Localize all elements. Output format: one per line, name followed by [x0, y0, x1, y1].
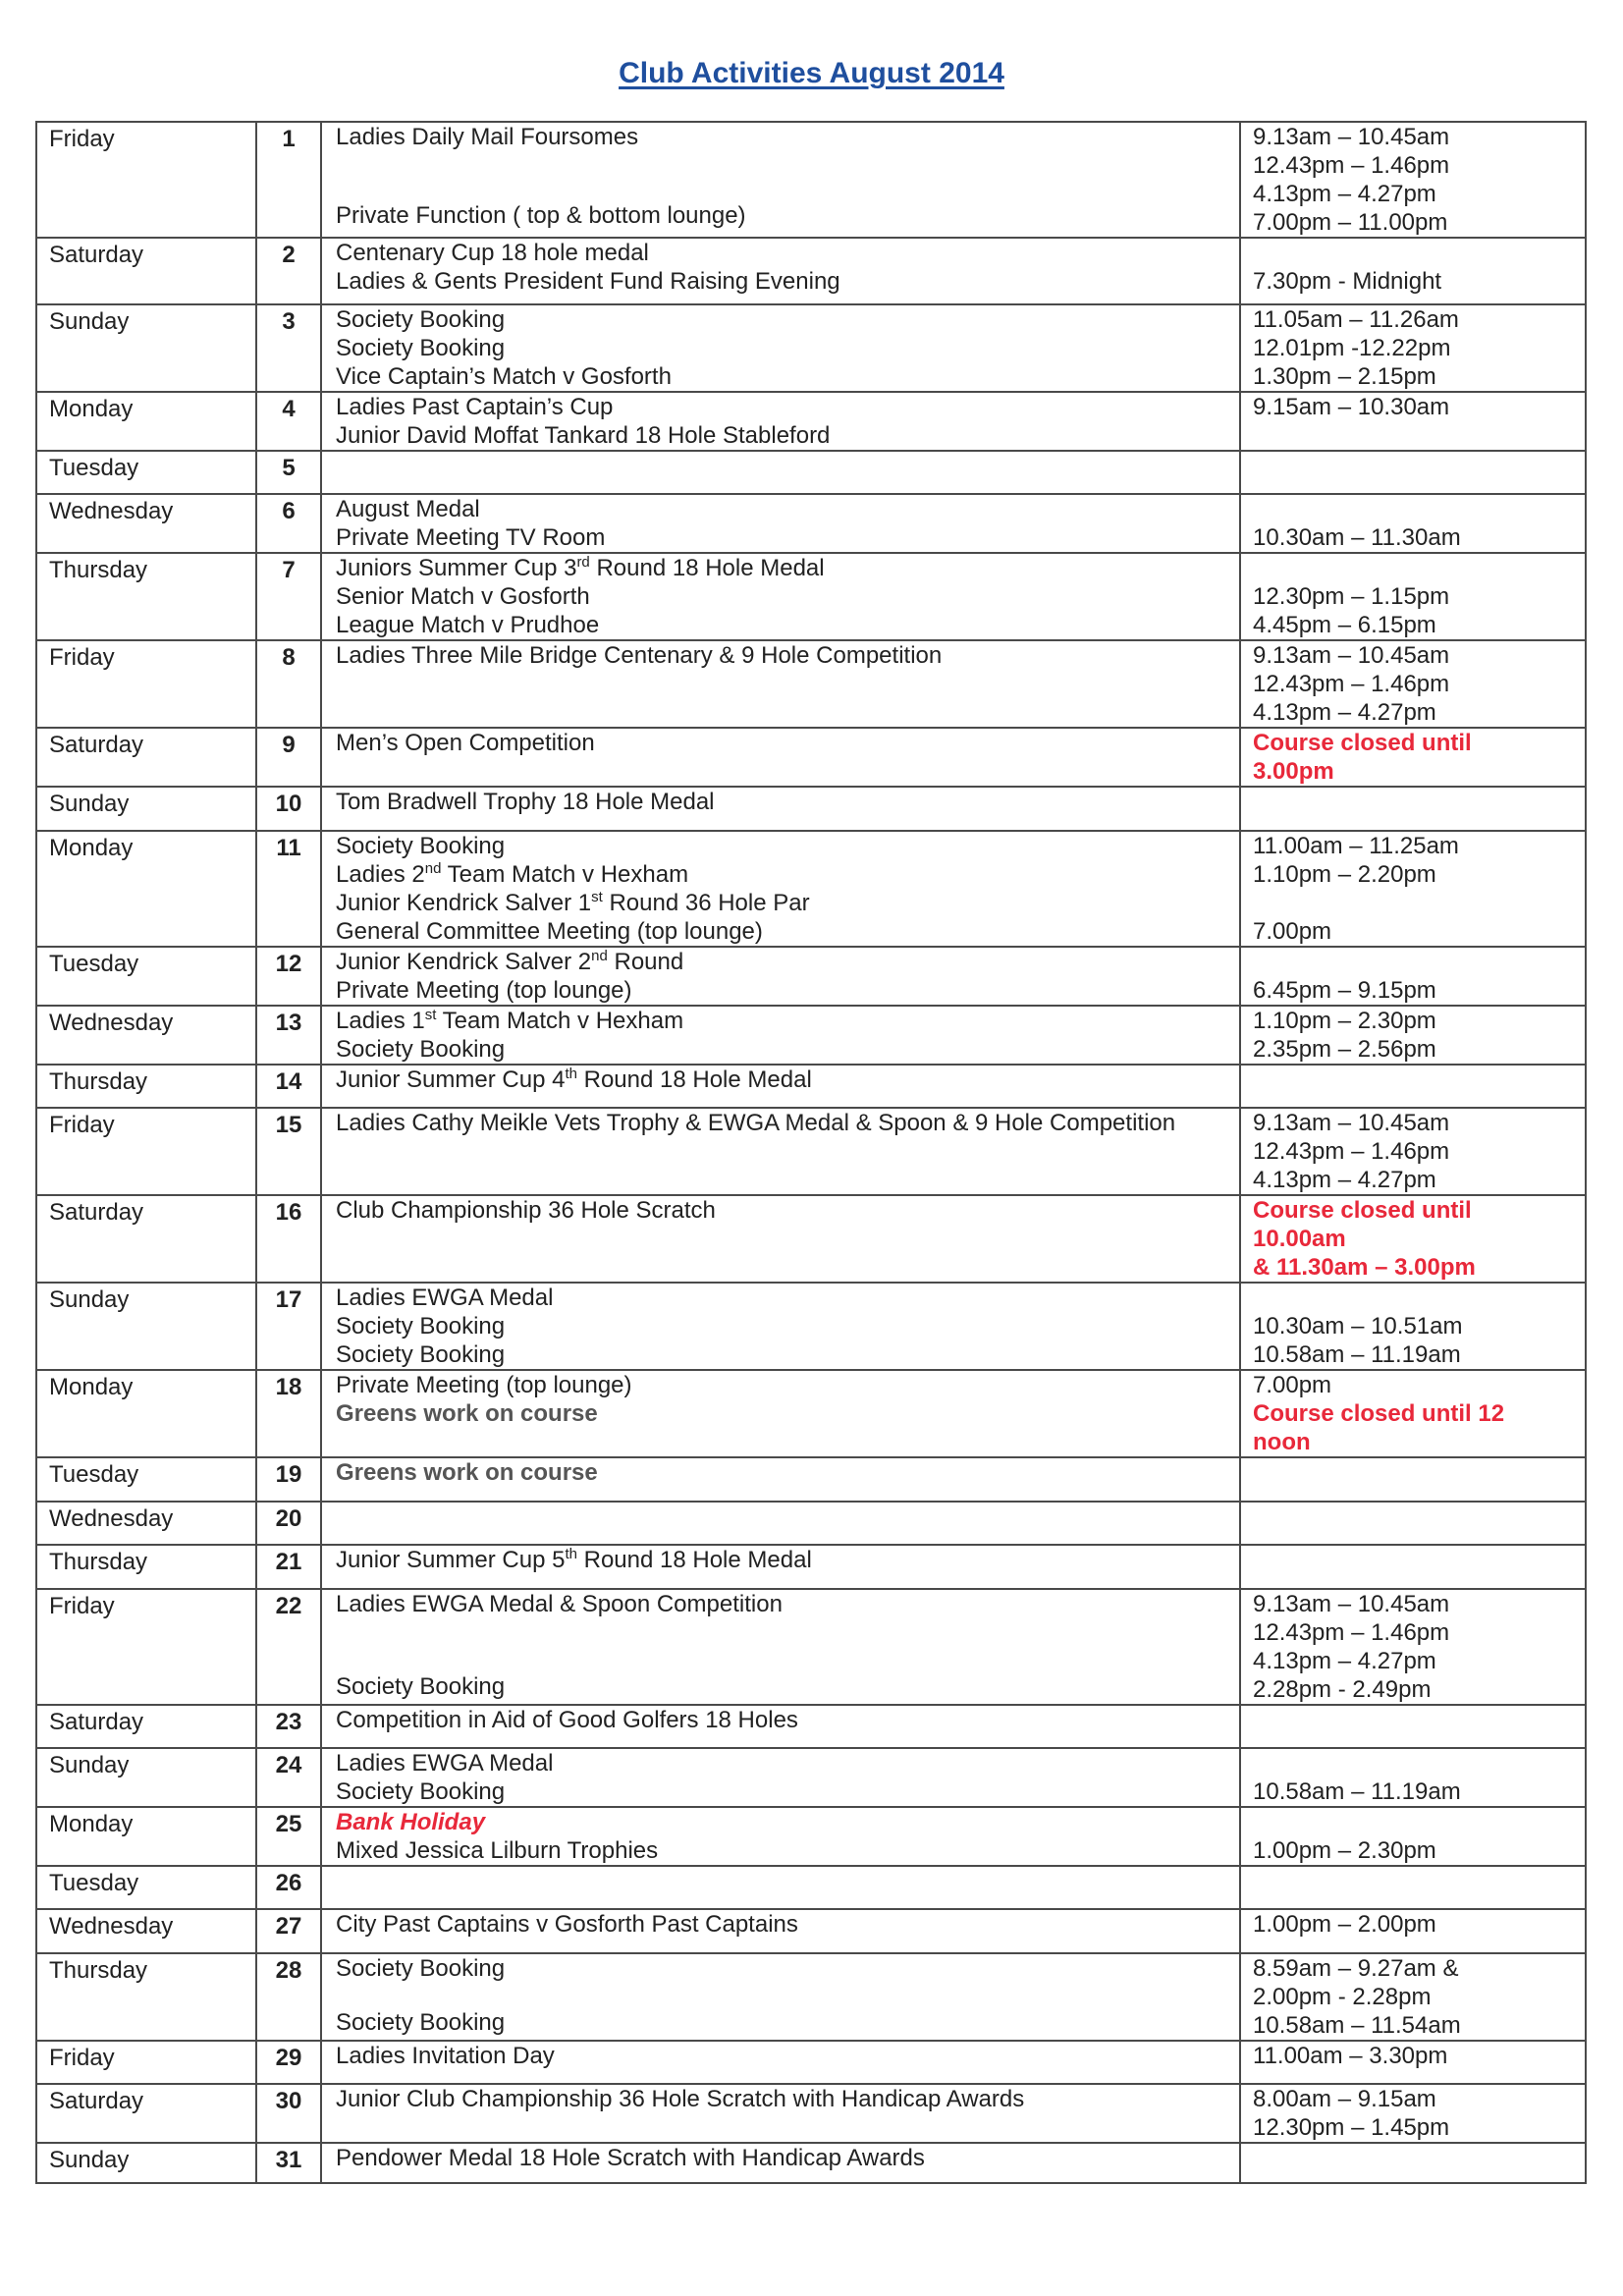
- activity-cell: [321, 2041, 1240, 2084]
- activity-line: Junior David Moffat Tankard 18 Hole Stableford: [336, 422, 831, 449]
- activity-cell: [321, 2143, 1240, 2183]
- activity-cell: [321, 728, 1240, 787]
- day-cell: Tuesday: [36, 947, 256, 1006]
- time-line: 9.13am – 10.45am: [1253, 124, 1450, 150]
- activity-line: Juniors Summer Cup 3rd Round 18 Hole Medal: [336, 554, 825, 581]
- activity-cell: [321, 1065, 1240, 1108]
- table-row: [36, 1705, 1586, 1748]
- activity-line: Bank Holiday: [336, 1809, 486, 1835]
- date-cell: 2: [256, 238, 321, 304]
- activity-line: Society Booking: [336, 1673, 506, 1700]
- time-line: [1253, 239, 1585, 267]
- activity-line: Junior Summer Cup 5th Round 18 Hole Medal: [336, 1546, 812, 1573]
- date-cell: 31: [256, 2143, 321, 2183]
- time-line: 7.00pm: [1253, 1372, 1332, 1398]
- table-row: [36, 451, 1586, 494]
- table-row: [36, 2084, 1586, 2143]
- activity-cell: [321, 392, 1240, 451]
- time-cell: [1240, 947, 1586, 1006]
- activity-line: August Medal: [336, 496, 480, 522]
- activity-cell: [321, 1006, 1240, 1065]
- date-cell: 4: [256, 392, 321, 451]
- activity-cell: [321, 2084, 1240, 2143]
- date-cell: 20: [256, 1502, 321, 1545]
- activity-line: General Committee Meeting (top lounge): [336, 918, 763, 945]
- table-row: [36, 2041, 1586, 2084]
- date-cell: 10: [256, 787, 321, 831]
- activity-line: Tom Bradwell Trophy 18 Hole Medal: [336, 789, 715, 815]
- activity-cell: [321, 1807, 1240, 1866]
- day-cell: Saturday: [36, 2084, 256, 2143]
- activity-line: Ladies Past Captain’s Cup: [336, 394, 614, 420]
- table-row: [36, 831, 1586, 947]
- time-cell: [1240, 1953, 1586, 2041]
- date-cell: 29: [256, 2041, 321, 2084]
- day-cell: Saturday: [36, 238, 256, 304]
- activity-cell: [321, 122, 1240, 238]
- time-line: 4.13pm – 4.27pm: [1253, 1648, 1436, 1674]
- time-cell: [1240, 122, 1586, 238]
- date-cell: 18: [256, 1370, 321, 1457]
- table-row: [36, 1953, 1586, 2041]
- activity-cell: [321, 1705, 1240, 1748]
- day-cell: Wednesday: [36, 1502, 256, 1545]
- time-line: 3.00pm: [1253, 758, 1334, 785]
- date-cell: 25: [256, 1807, 321, 1866]
- day-cell: Monday: [36, 831, 256, 947]
- activity-line: Competition in Aid of Good Golfers 18 Holes: [336, 1707, 798, 1733]
- time-cell: [1240, 728, 1586, 787]
- day-cell: Sunday: [36, 2143, 256, 2183]
- time-line: 1.00pm – 2.30pm: [1253, 1837, 1436, 1864]
- activity-line: Club Championship 36 Hole Scratch: [336, 1197, 716, 1224]
- activity-cell: [321, 1589, 1240, 1705]
- time-line: 12.30pm – 1.45pm: [1253, 2114, 1450, 2141]
- time-cell: [1240, 1748, 1586, 1807]
- table-row: [36, 1283, 1586, 1370]
- time-cell: [1240, 1866, 1586, 1909]
- table-row: [36, 787, 1586, 831]
- time-line: 2.35pm – 2.56pm: [1253, 1036, 1436, 1063]
- table-row: [36, 122, 1586, 238]
- day-cell: Friday: [36, 640, 256, 728]
- time-line: 12.01pm -12.22pm: [1253, 335, 1451, 361]
- time-cell: [1240, 1909, 1586, 1953]
- time-cell: [1240, 553, 1586, 640]
- time-line: 1.10pm – 2.30pm: [1253, 1008, 1436, 1034]
- time-line: 7.00pm: [1253, 918, 1332, 945]
- activity-line: Pendower Medal 18 Hole Scratch with Handicap Awards: [336, 2145, 925, 2171]
- activity-cell: [321, 947, 1240, 1006]
- table-row: [36, 304, 1586, 392]
- time-line: noon: [1253, 1429, 1311, 1455]
- time-line: 2.00pm - 2.28pm: [1253, 1984, 1432, 2010]
- activity-line: Society Booking: [336, 1036, 506, 1063]
- time-cell: [1240, 787, 1586, 831]
- activity-line: Ladies & Gents President Fund Raising Evening: [336, 268, 840, 295]
- activity-line: Private Meeting TV Room: [336, 524, 606, 551]
- time-line: 9.13am – 10.45am: [1253, 1591, 1450, 1617]
- day-cell: Wednesday: [36, 1909, 256, 1953]
- table-row: [36, 553, 1586, 640]
- time-cell: [1240, 1705, 1586, 1748]
- time-cell: [1240, 451, 1586, 494]
- day-cell: Thursday: [36, 1545, 256, 1589]
- time-line: 9.13am – 10.45am: [1253, 642, 1450, 669]
- activity-line: Ladies 2nd Team Match v Hexham: [336, 860, 689, 888]
- activity-cell: [321, 1748, 1240, 1807]
- table-row: [36, 1589, 1586, 1705]
- table-row: [36, 392, 1586, 451]
- day-cell: Friday: [36, 1108, 256, 1195]
- activity-line: Centenary Cup 18 hole medal: [336, 240, 649, 266]
- time-line: [1253, 1808, 1585, 1836]
- activity-line: Society Booking: [336, 1955, 506, 1982]
- activity-line: Society Booking: [336, 1313, 506, 1339]
- activity-cell: [321, 1909, 1240, 1953]
- date-cell: 21: [256, 1545, 321, 1589]
- day-cell: Thursday: [36, 1065, 256, 1108]
- time-line: & 11.30am – 3.00pm: [1253, 1254, 1476, 1281]
- activities-table-body: [36, 122, 1586, 2183]
- activity-cell: [321, 304, 1240, 392]
- day-cell: Monday: [36, 392, 256, 451]
- date-cell: 15: [256, 1108, 321, 1195]
- date-cell: 9: [256, 728, 321, 787]
- day-cell: Tuesday: [36, 1457, 256, 1502]
- time-line: 6.45pm – 9.15pm: [1253, 977, 1436, 1004]
- time-cell: [1240, 1195, 1586, 1283]
- table-row: [36, 1909, 1586, 1953]
- activities-table: [35, 121, 1587, 2184]
- time-line: 9.13am – 10.45am: [1253, 1110, 1450, 1136]
- activity-line: Vice Captain’s Match v Gosforth: [336, 363, 672, 390]
- activity-line: City Past Captains v Gosforth Past Captains: [336, 1911, 798, 1938]
- date-cell: 22: [256, 1589, 321, 1705]
- table-row: [36, 1545, 1586, 1589]
- time-cell: [1240, 1283, 1586, 1370]
- day-cell: Saturday: [36, 1195, 256, 1283]
- day-cell: Saturday: [36, 1705, 256, 1748]
- date-cell: 7: [256, 553, 321, 640]
- activity-line: League Match v Prudhoe: [336, 612, 600, 638]
- time-line: 10.00am: [1253, 1226, 1346, 1252]
- time-line: 1.10pm – 2.20pm: [1253, 861, 1436, 888]
- time-cell: [1240, 1457, 1586, 1502]
- date-cell: 26: [256, 1866, 321, 1909]
- activity-cell: [321, 1370, 1240, 1457]
- time-cell: [1240, 1589, 1586, 1705]
- time-line: 1.30pm – 2.15pm: [1253, 363, 1436, 390]
- activity-line: Society Booking: [336, 1778, 506, 1805]
- table-row: [36, 1748, 1586, 1807]
- activity-line: Greens work on course: [336, 1400, 598, 1427]
- activity-line: Men’s Open Competition: [336, 730, 595, 756]
- time-cell: [1240, 1006, 1586, 1065]
- activity-line: Society Booking: [336, 306, 506, 333]
- activity-line: Ladies Invitation Day: [336, 2043, 555, 2069]
- date-cell: 6: [256, 494, 321, 553]
- activity-line: Society Booking: [336, 1341, 506, 1368]
- time-line: 1.00pm – 2.00pm: [1253, 1911, 1436, 1938]
- day-cell: Tuesday: [36, 1866, 256, 1909]
- day-cell: Friday: [36, 1589, 256, 1705]
- date-cell: 17: [256, 1283, 321, 1370]
- activity-line: Ladies Cathy Meikle Vets Trophy & EWGA Medal & Spoon & 9 Hole Competition: [336, 1110, 1176, 1136]
- activity-line: Private Meeting (top lounge): [336, 1372, 632, 1398]
- time-line: 7.30pm - Midnight: [1253, 268, 1442, 295]
- time-line: [1253, 889, 1585, 917]
- activity-cell: [321, 494, 1240, 553]
- time-line: 4.13pm – 4.27pm: [1253, 1167, 1436, 1193]
- activity-cell: [321, 451, 1240, 494]
- activity-line: Junior Kendrick Salver 1st Round 36 Hole Par: [336, 889, 810, 916]
- date-cell: 24: [256, 1748, 321, 1807]
- activity-line: Society Booking: [336, 2009, 506, 2036]
- time-cell: [1240, 2041, 1586, 2084]
- activity-line: Society Booking: [336, 335, 506, 361]
- activity-cell: [321, 1283, 1240, 1370]
- time-line: 10.58am – 11.19am: [1253, 1778, 1461, 1805]
- table-row: [36, 1370, 1586, 1457]
- activity-line: Ladies EWGA Medal: [336, 1750, 554, 1777]
- date-cell: 28: [256, 1953, 321, 2041]
- time-line: Course closed until: [1253, 730, 1472, 756]
- activity-line: Greens work on course: [336, 1459, 598, 1486]
- time-line: 11.00am – 11.25am: [1253, 833, 1459, 859]
- time-line: 4.45pm – 6.15pm: [1253, 612, 1436, 638]
- table-row: [36, 1195, 1586, 1283]
- time-line: 8.59am – 9.27am &: [1253, 1955, 1459, 1982]
- activity-line: Ladies 1st Team Match v Hexham: [336, 1007, 684, 1034]
- day-cell: Thursday: [36, 1953, 256, 2041]
- time-line: 12.43pm – 1.46pm: [1253, 1138, 1450, 1165]
- date-cell: 23: [256, 1705, 321, 1748]
- time-line: [1253, 948, 1585, 976]
- activity-line: Senior Match v Gosforth: [336, 583, 590, 610]
- time-line: 11.05am – 11.26am: [1253, 306, 1459, 333]
- time-cell: [1240, 1502, 1586, 1545]
- time-line: 9.15am – 10.30am: [1253, 394, 1450, 420]
- table-row: [36, 728, 1586, 787]
- table-row: [36, 1006, 1586, 1065]
- activity-cell: [321, 1457, 1240, 1502]
- table-row: [36, 2143, 1586, 2183]
- time-cell: [1240, 1545, 1586, 1589]
- activity-cell: [321, 1866, 1240, 1909]
- time-line: 2.28pm - 2.49pm: [1253, 1676, 1432, 1703]
- day-cell: Sunday: [36, 787, 256, 831]
- date-cell: 12: [256, 947, 321, 1006]
- day-cell: Tuesday: [36, 451, 256, 494]
- page-title: Club Activities August 2014: [619, 57, 1004, 89]
- date-cell: 16: [256, 1195, 321, 1283]
- time-line: Course closed until: [1253, 1197, 1472, 1224]
- activity-line: Ladies EWGA Medal & Spoon Competition: [336, 1591, 783, 1617]
- date-cell: 14: [256, 1065, 321, 1108]
- time-cell: [1240, 304, 1586, 392]
- time-line: 12.43pm – 1.46pm: [1253, 152, 1450, 179]
- day-cell: Wednesday: [36, 1006, 256, 1065]
- time-cell: [1240, 494, 1586, 553]
- activity-line: Mixed Jessica Lilburn Trophies: [336, 1837, 659, 1864]
- time-line: 4.13pm – 4.27pm: [1253, 181, 1436, 207]
- time-cell: [1240, 238, 1586, 304]
- date-cell: 5: [256, 451, 321, 494]
- day-cell: Friday: [36, 122, 256, 238]
- date-cell: 3: [256, 304, 321, 392]
- time-line: 12.43pm – 1.46pm: [1253, 1619, 1450, 1646]
- day-cell: Thursday: [36, 553, 256, 640]
- activity-cell: [321, 787, 1240, 831]
- time-cell: [1240, 831, 1586, 947]
- table-row: [36, 1807, 1586, 1866]
- time-cell: [1240, 1065, 1586, 1108]
- activity-cell: [321, 1108, 1240, 1195]
- date-cell: 19: [256, 1457, 321, 1502]
- time-line: 12.43pm – 1.46pm: [1253, 671, 1450, 697]
- time-line: 7.00pm – 11.00pm: [1253, 209, 1448, 236]
- day-cell: Monday: [36, 1370, 256, 1457]
- activity-cell: [321, 553, 1240, 640]
- time-line: 12.30pm – 1.15pm: [1253, 583, 1450, 610]
- date-cell: 30: [256, 2084, 321, 2143]
- activity-cell: [321, 1195, 1240, 1283]
- date-cell: 13: [256, 1006, 321, 1065]
- activity-cell: [321, 1502, 1240, 1545]
- time-cell: [1240, 1807, 1586, 1866]
- activity-line: Ladies EWGA Medal: [336, 1285, 554, 1311]
- time-line: [1253, 554, 1585, 582]
- date-cell: 1: [256, 122, 321, 238]
- time-line: 10.30am – 10.51am: [1253, 1313, 1463, 1339]
- activity-line: Private Meeting (top lounge): [336, 977, 632, 1004]
- activity-line: Ladies Daily Mail Foursomes: [336, 124, 639, 150]
- day-cell: Sunday: [36, 1748, 256, 1807]
- activity-line: Junior Kendrick Salver 2nd Round: [336, 948, 684, 975]
- activity-line: Society Booking: [336, 833, 506, 859]
- day-cell: Friday: [36, 2041, 256, 2084]
- time-line: 10.58am – 11.54am: [1253, 2012, 1461, 2039]
- time-cell: [1240, 2084, 1586, 2143]
- table-row: [36, 1065, 1586, 1108]
- table-row: [36, 1866, 1586, 1909]
- day-cell: Sunday: [36, 304, 256, 392]
- activity-cell: [321, 640, 1240, 728]
- day-cell: Sunday: [36, 1283, 256, 1370]
- day-cell: Monday: [36, 1807, 256, 1866]
- time-line: [1253, 1749, 1585, 1777]
- time-line: [1253, 1284, 1585, 1312]
- activity-cell: [321, 1545, 1240, 1589]
- time-line: 10.58am – 11.19am: [1253, 1341, 1461, 1368]
- time-line: [1253, 495, 1585, 523]
- table-row: [36, 640, 1586, 728]
- time-cell: [1240, 1370, 1586, 1457]
- time-cell: [1240, 640, 1586, 728]
- activity-line: Junior Club Championship 36 Hole Scratch with Handicap Awards: [336, 2086, 1025, 2112]
- time-line: 8.00am – 9.15am: [1253, 2086, 1436, 2112]
- time-cell: [1240, 2143, 1586, 2183]
- day-cell: Saturday: [36, 728, 256, 787]
- day-cell: Wednesday: [36, 494, 256, 553]
- time-line: 11.00am – 3.30pm: [1253, 2043, 1448, 2069]
- table-row: [36, 1502, 1586, 1545]
- date-cell: 11: [256, 831, 321, 947]
- table-row: [36, 238, 1586, 304]
- activity-line: Ladies Three Mile Bridge Centenary & 9 Hole Competition: [336, 642, 943, 669]
- activity-line: Junior Summer Cup 4th Round 18 Hole Medal: [336, 1066, 812, 1093]
- time-cell: [1240, 1108, 1586, 1195]
- activity-line: Private Function ( top & bottom lounge): [336, 202, 746, 229]
- time-line: 10.30am – 11.30am: [1253, 524, 1461, 551]
- date-cell: 8: [256, 640, 321, 728]
- table-row: [36, 1108, 1586, 1195]
- activity-cell: [321, 831, 1240, 947]
- table-row: [36, 494, 1586, 553]
- table-row: [36, 1457, 1586, 1502]
- date-cell: 27: [256, 1909, 321, 1953]
- activity-cell: [321, 1953, 1240, 2041]
- time-cell: [1240, 392, 1586, 451]
- activity-cell: [321, 238, 1240, 304]
- time-line: Course closed until 12: [1253, 1400, 1505, 1427]
- table-row: [36, 947, 1586, 1006]
- time-line: 4.13pm – 4.27pm: [1253, 699, 1436, 726]
